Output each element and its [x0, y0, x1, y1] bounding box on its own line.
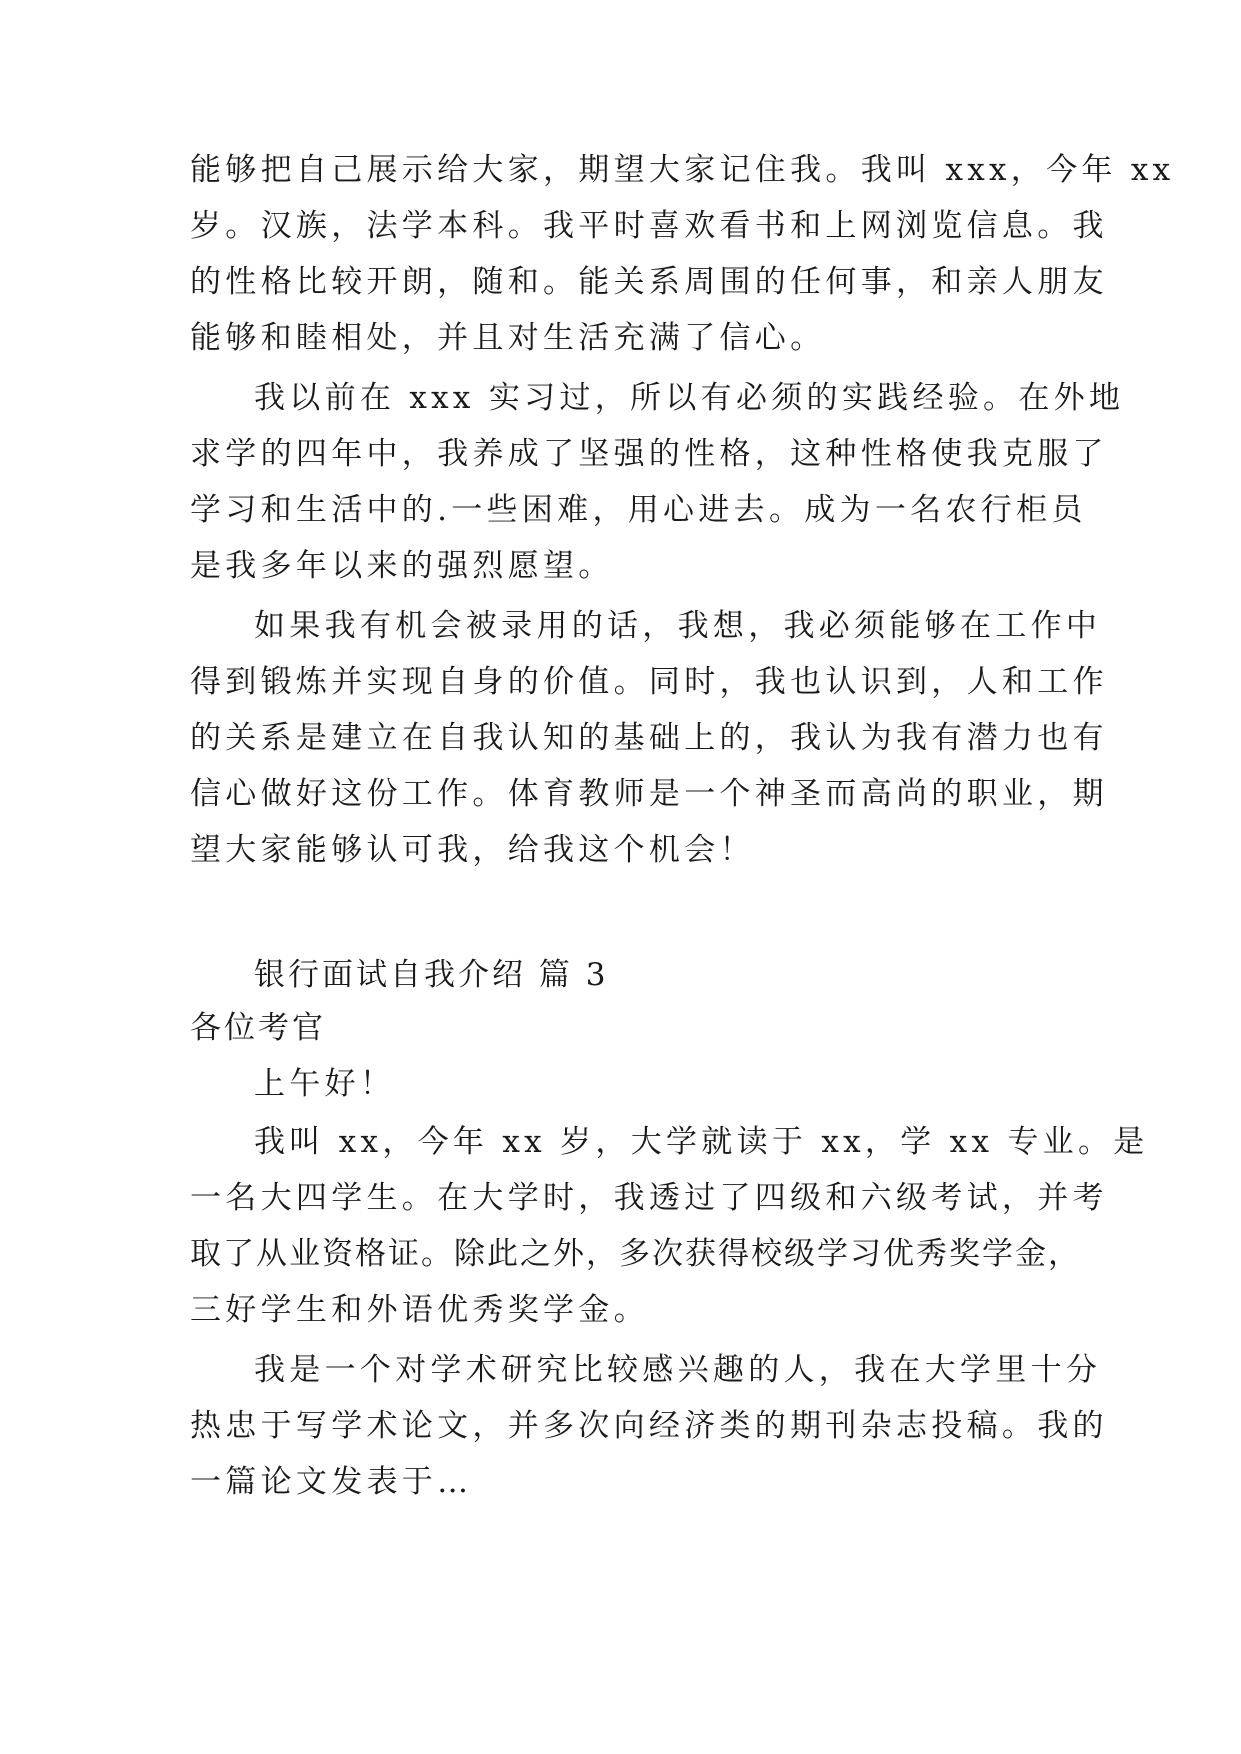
paragraph-4-line-1: 我叫 xx，今年 xx 岁，大学就读于 xx，学 xx 专业。是 [254, 1124, 1149, 1160]
paragraph-4-line-3: 取了从业资格证。除此之外，多次获得校级学习优秀奖学金， [190, 1236, 1081, 1272]
paragraph-3-line-1: 如果我有机会被录用的话，我想，我必须能够在工作中 [254, 608, 1102, 644]
paragraph-1-line-4: 能够和睦相处，并且对生活充满了信心。 [190, 320, 826, 356]
paragraph-5-line-3: 一篇论文发表于… [190, 1464, 473, 1500]
paragraph-4-line-4: 三好学生和外语优秀奖学金。 [190, 1292, 649, 1328]
paragraph-1-line-1: 能够把自己展示给大家，期望大家记住我。我叫 xxx，今年 xx [190, 152, 1175, 188]
paragraph-2-line-1: 我以前在 xxx 实习过，所以有必须的实践经验。在外地 [254, 380, 1125, 416]
paragraph-2-line-3: 学习和生活中的.一些困难，用心进去。成为一名农行柜员 [190, 492, 1087, 528]
paragraph-3-line-4: 信心做好这份工作。体育教师是一个神圣而高尚的职业，期 [190, 776, 1108, 812]
paragraph-1-line-2: 岁。汉族，法学本科。我平时喜欢看书和上网浏览信息。我 [190, 208, 1108, 244]
paragraph-1-line-3: 的性格比较开朗，随和。能关系周围的任何事，和亲人朋友 [190, 264, 1108, 300]
paragraph-3-line-3: 的关系是建立在自我认知的基础上的，我认为我有潜力也有 [190, 720, 1108, 756]
salutation: 各位考官 [190, 1010, 326, 1046]
paragraph-5-line-1: 我是一个对学术研究比较感兴趣的人，我在大学里十分 [254, 1352, 1102, 1388]
greeting: 上午好！ [254, 1066, 396, 1102]
paragraph-3-line-5: 望大家能够认可我，给我这个机会！ [190, 832, 755, 868]
paragraph-5-line-2: 热忠于写学术论文，并多次向经济类的期刊杂志投稿。我的 [190, 1408, 1108, 1444]
section-title: 银行面试自我介绍 篇 3 [254, 957, 609, 993]
paragraph-2-line-4: 是我多年以来的强烈愿望。 [190, 548, 614, 584]
paragraph-3-line-2: 得到锻炼并实现自身的价值。同时，我也认识到，人和工作 [190, 664, 1108, 700]
paragraph-4-line-2: 一名大四学生。在大学时，我透过了四级和六级考试，并考 [190, 1180, 1108, 1216]
paragraph-2-line-2: 求学的四年中，我养成了坚强的性格，这种性格使我克服了 [190, 436, 1108, 472]
